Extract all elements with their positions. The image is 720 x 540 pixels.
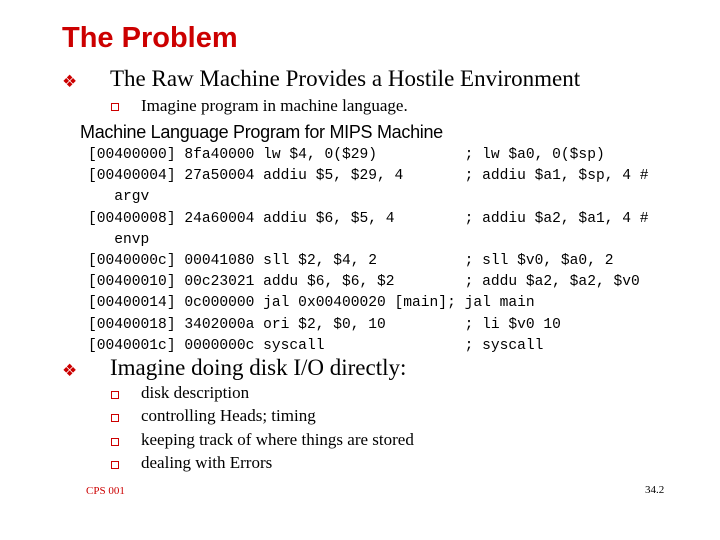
section-heading: Machine Language Program for MIPS Machine (80, 122, 443, 142)
code-line: [00400014] 0c000000 jal 0x00400020 [main]; jal main (88, 295, 535, 312)
list-item: dealing with Errors (141, 453, 273, 472)
code-line: [00400004] 27a50004 addiu $5, $29, 4 ; addiu $a1, $sp, 4 # (88, 168, 649, 185)
bullet-icon: ❖ (62, 72, 78, 92)
sub-bullet-machine-language: Imagine program in machine language. (141, 96, 408, 115)
code-line: envp (88, 231, 150, 248)
code-line: [00400008] 24a60004 addiu $6, $5, 4 ; addiu $a2, $a1, 4 # (88, 210, 649, 227)
square-bullet-icon (111, 438, 119, 446)
square-bullet-icon (111, 391, 119, 399)
bullet-icon: ❖ (62, 361, 78, 381)
slide-title: The Problem (62, 22, 238, 54)
code-line: [0040000c] 00041080 sll $2, $4, 2 ; sll $v0, $a0, 2 (88, 253, 614, 270)
code-block (88, 145, 649, 357)
code-line: [00400010] 00c23021 addu $6, $6, $2 ; addu $a2, $a2, $v0 (88, 274, 640, 291)
code-line: [00400018] 3402000a ori $2, $0, 10 ; li $v0 10 (88, 316, 561, 333)
code-line: [00400000] 8fa40000 lw $4, 0($29) ; lw $a0, 0($sp) (88, 147, 605, 163)
list-item: controlling Heads; timing (141, 406, 316, 425)
footer-course: CPS 001 (86, 485, 125, 497)
footer-page-number: 34.2 (645, 484, 665, 496)
square-bullet-icon (111, 461, 119, 469)
bullet-hostile-environment: The Raw Machine Provides a Hostile Environment (110, 66, 581, 91)
bullet-disk-io: Imagine doing disk I/O directly: (110, 355, 407, 380)
list-item: disk description (141, 383, 250, 402)
code-line: argv (88, 189, 150, 206)
square-bullet-icon (111, 414, 119, 422)
square-bullet-icon (111, 103, 119, 111)
list-item: keeping track of where things are stored (141, 430, 414, 449)
code-line: [0040001c] 0000000c syscall ; syscall (88, 337, 544, 354)
